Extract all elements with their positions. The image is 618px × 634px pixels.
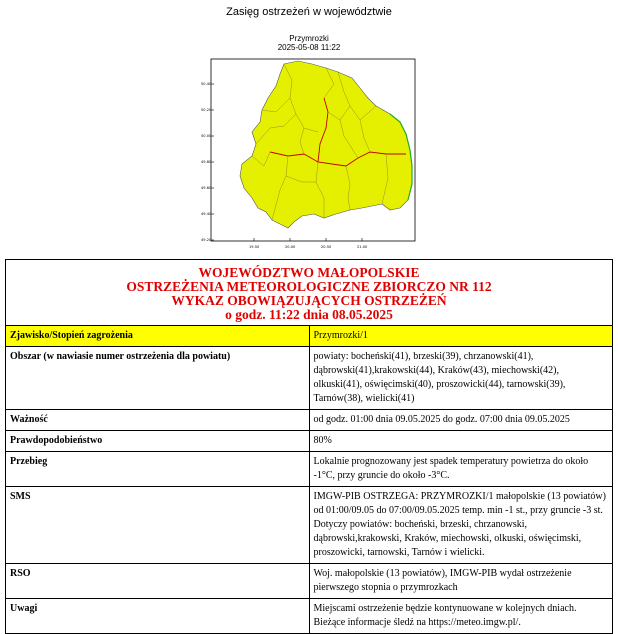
lat-label: 49.60 bbox=[201, 186, 212, 190]
lon-label: 21.00 bbox=[357, 245, 368, 249]
table-row bbox=[6, 326, 613, 347]
phenomenon-subtitle: Przymrozki bbox=[289, 34, 329, 43]
row-label-sms: SMS bbox=[6, 487, 310, 564]
lat-label: 50.20 bbox=[201, 108, 212, 112]
row-label-validity: Ważność bbox=[6, 410, 310, 431]
row-value-phenomenon: Przymrozki/1 bbox=[309, 326, 613, 347]
issue-datetime: 2025-05-08 11:22 bbox=[277, 43, 341, 52]
page-title: Zasięg ostrzeżeń w województwie bbox=[226, 6, 392, 18]
row-label-probability: Prawdopodobieństwo bbox=[6, 431, 310, 452]
bulletin-time: o godz. 11:22 dnia 08.05.2025 bbox=[225, 307, 393, 322]
lon-label: 20.50 bbox=[321, 245, 332, 249]
table-row bbox=[6, 564, 613, 599]
table-header bbox=[6, 260, 613, 326]
lat-label: 49.20 bbox=[201, 238, 212, 242]
warnings-table bbox=[5, 259, 613, 634]
table-row bbox=[6, 452, 613, 487]
row-value-rso: Woj. małopolskie (13 powiatów), IMGW-PIB wydał ostrzeżenie pierwszego stopnia o przymrozkach bbox=[309, 564, 613, 599]
row-label-area: Obszar (w nawiasie numer ostrzeżenia dla powiatu) bbox=[6, 347, 310, 410]
lat-label: 50.40 bbox=[201, 82, 212, 86]
table-row bbox=[6, 347, 613, 410]
list-title: WYKAZ OBOWIĄZUJĄCYCH OSTRZEŻEŃ bbox=[171, 293, 447, 308]
table-row bbox=[6, 599, 613, 634]
row-label-phenomenon: Zjawisko/Stopień zagrożenia bbox=[6, 326, 310, 347]
row-value-area: powiaty: bocheński(41), brzeski(39), chrzanowski(41), dąbrowski(41),krakowski(44), Kraków(43), miechowski(42), olkuski(41), oświęcimski(40), proszowicki(44), tarnowski(39), Tarnów(38), wielicki(41) bbox=[309, 347, 613, 410]
table-row bbox=[6, 487, 613, 564]
table-row bbox=[6, 410, 613, 431]
lon-label: 19.50 bbox=[249, 245, 260, 249]
row-value-probability: 80% bbox=[309, 431, 613, 452]
lon-label: 20.00 bbox=[285, 245, 296, 249]
row-label-notes: Uwagi bbox=[6, 599, 310, 634]
row-label-rso: RSO bbox=[6, 564, 310, 599]
row-value-validity: od godz. 01:00 dnia 09.05.2025 do godz. 07:00 dnia 09.05.2025 bbox=[309, 410, 613, 431]
bulletin-number: OSTRZEŻENIA METEOROLOGICZNE ZBIORCZO NR 112 bbox=[126, 279, 492, 294]
table-row bbox=[6, 431, 613, 452]
lat-label: 49.80 bbox=[201, 160, 212, 164]
row-value-sms: IMGW-PIB OSTRZEGA: PRZYMROZKI/1 małopolskie (13 powiatów) od 01:00/09.05 do 07:00/09.05.2025 temp. min -1 st., przy gruncie -3 st. Dotyczy powiatów: bocheński, brzeski, chrzanowski, dąbrowski,krakowski, Kraków, miechowski, olkuski, oświęcimski, proszowicki, tarnowski, Tarnów i wielicki. bbox=[309, 487, 613, 564]
row-value-course: Lokalnie prognozowany jest spadek temperatury powietrza do około -1°C, przy gruncie do około -3°C. bbox=[309, 452, 613, 487]
lat-label: 50.00 bbox=[201, 134, 212, 138]
row-label-course: Przebieg bbox=[6, 452, 310, 487]
row-value-notes: Miejscami ostrzeżenie będzie kontynuowane w kolejnych dniach. Bieżące informacje śledź na https://meteo.imgw.pl/. bbox=[309, 599, 613, 634]
warning-map bbox=[200, 58, 419, 250]
voivodeship-title: WOJEWÓDZTWO MAŁOPOLSKIE bbox=[198, 265, 420, 280]
lat-label: 49.40 bbox=[201, 212, 212, 216]
